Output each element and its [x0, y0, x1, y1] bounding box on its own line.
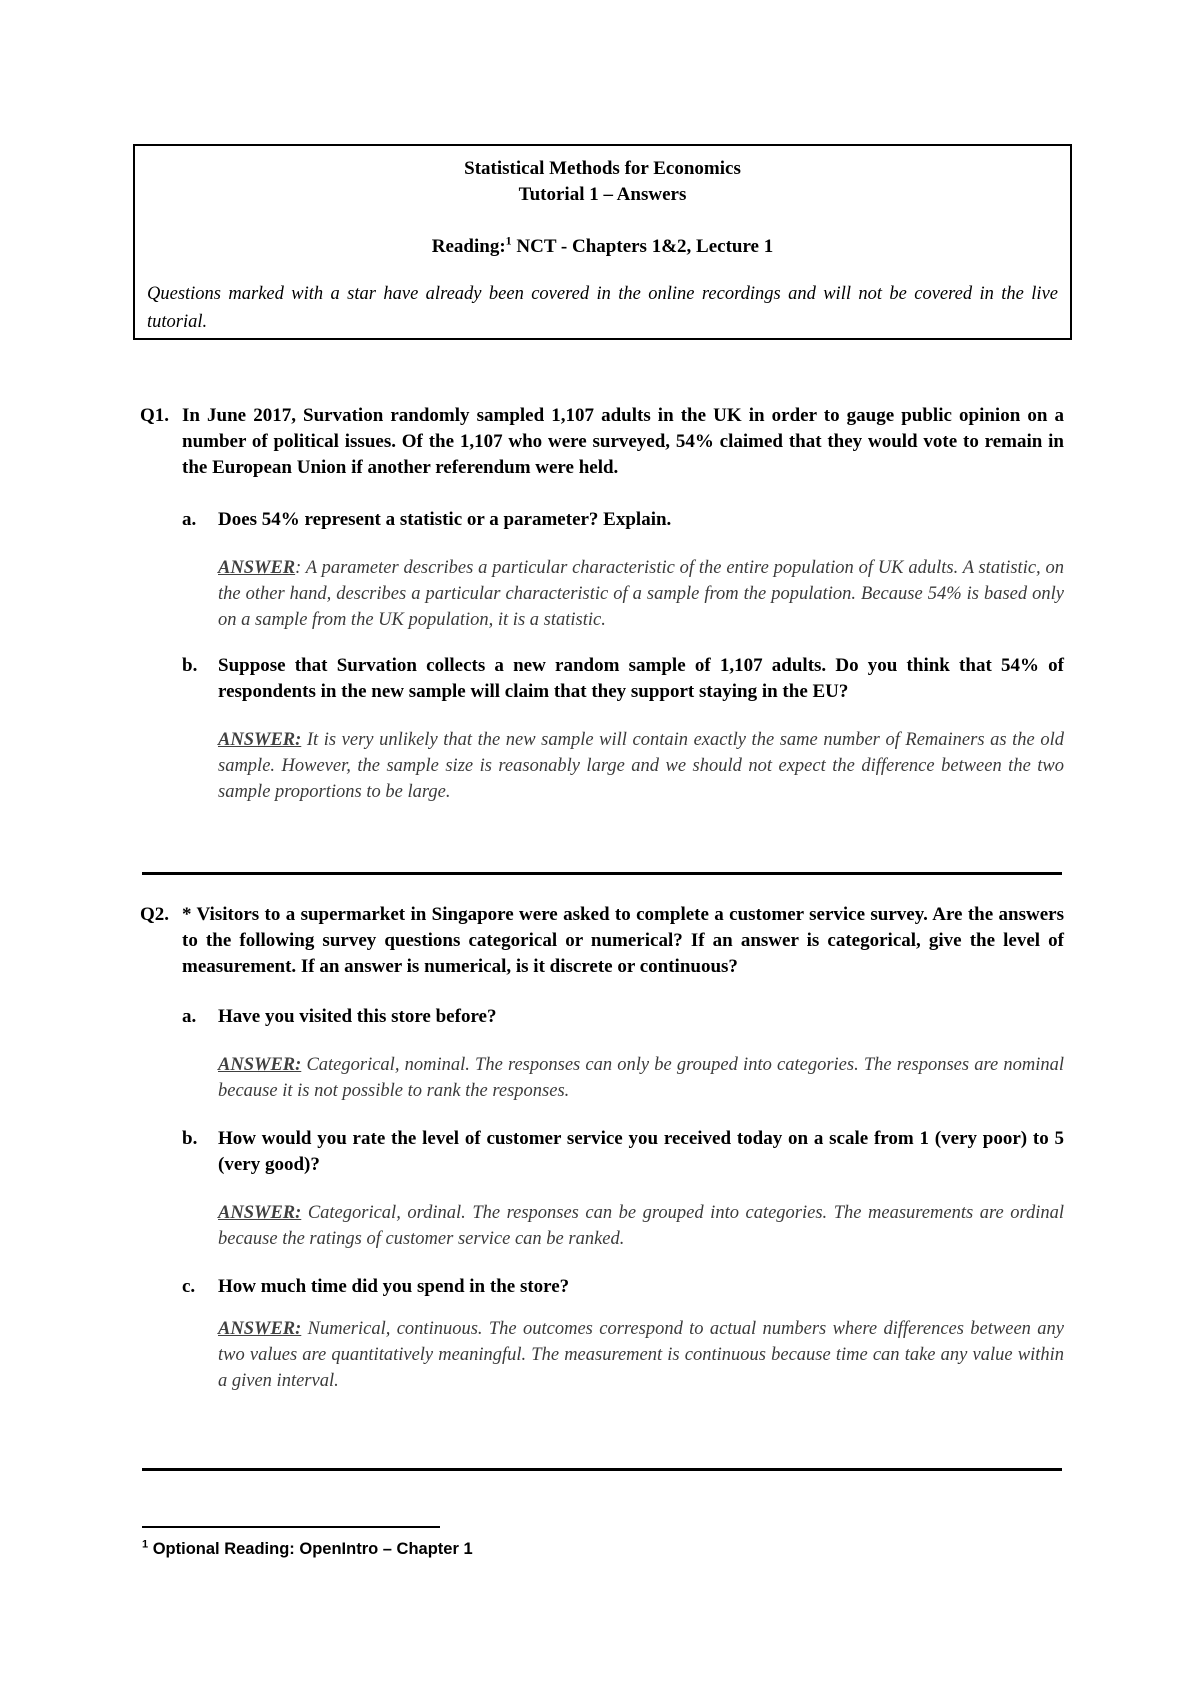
- section-divider: [142, 872, 1062, 875]
- question-2: [140, 902, 1064, 1394]
- answer-label: ANSWER:: [218, 1319, 302, 1339]
- answer-1b: [218, 727, 1064, 805]
- question-number: Q2.: [140, 904, 170, 925]
- answer-text: Categorical, ordinal. The responses can be grouped into categories. The measurements are ordinal because the ratings of customer service can be ranked.: [218, 1203, 1064, 1249]
- sub-question-text: How would you rate the level of customer service you received today on a scale from 1 (very poor) to 5 (very good)?: [218, 1128, 1064, 1175]
- sub-letter: a.: [182, 1006, 197, 1027]
- footnote-mark: 1: [142, 1538, 149, 1551]
- answer-text: It is very unlikely that the new sample will contain exactly the same number of Remainers as the old sample. However, the sample size is reasonably large and we should not expect the difference between the two sample proportions to be large.: [218, 730, 1064, 802]
- sub-letter: b.: [182, 655, 198, 676]
- question-2b: [182, 1126, 1064, 1178]
- sub-letter: c.: [182, 1276, 196, 1297]
- answer-label: ANSWER:: [218, 730, 302, 750]
- reading-footnote-mark[interactable]: 1: [505, 233, 512, 248]
- reading-label: Reading:: [431, 236, 506, 257]
- sub-question-text: How much time did you spend in the store?: [218, 1276, 570, 1297]
- answer-1a: [218, 555, 1064, 633]
- footnote-separator: [142, 1526, 440, 1528]
- footnote-text: Optional Reading: OpenIntro – Chapter 1: [148, 1540, 473, 1558]
- question-number: Q1.: [140, 405, 170, 426]
- question-1: [140, 403, 1064, 805]
- reading-line: [147, 234, 1058, 260]
- answer-text: : A parameter describes a particular characteristic of the entire population of UK adults. A statistic, on the other hand, describes a particular characteristic of a sample from the population. Because 54% is based only on a sample from the UK population, it is a statistic.: [218, 558, 1064, 630]
- answer-2b: [218, 1200, 1064, 1252]
- question-text: * Visitors to a supermarket in Singapore were asked to complete a customer service survey. Are the answers to the following survey questions categorical or numerical? If an answer is categorical, give the level of measurement. If an answer is numerical, is it discrete or continuous?: [182, 904, 1064, 977]
- answer-2a: [218, 1052, 1064, 1104]
- question-1a: [182, 507, 1064, 533]
- title-box: [133, 144, 1072, 340]
- footnote: [142, 1540, 473, 1559]
- answer-label: ANSWER:: [218, 1055, 302, 1075]
- section-divider: [142, 1468, 1062, 1471]
- sub-question-text: Does 54% represent a statistic or a parameter? Explain.: [218, 509, 672, 530]
- answer-label: ANSWER: [218, 558, 296, 578]
- answer-text: Numerical, continuous. The outcomes correspond to actual numbers where differences between any two values are quantitatively meaningful. The measurement is continuous because time can take any value within a given interval.: [218, 1319, 1064, 1391]
- question-2c: [182, 1274, 1064, 1300]
- star-note: Questions marked with a star have already been covered in the online recordings and will not be covered in the live tutorial.: [147, 284, 1058, 332]
- reading-text: NCT - Chapters 1&2, Lecture 1: [511, 236, 774, 257]
- question-2-stem: [140, 902, 1064, 980]
- sub-question-text: Have you visited this store before?: [218, 1006, 497, 1027]
- answer-2c: [218, 1316, 1064, 1394]
- question-1-stem: [140, 403, 1064, 481]
- question-1b: [182, 653, 1064, 705]
- sub-letter: b.: [182, 1128, 198, 1149]
- question-2a: [182, 1004, 1064, 1030]
- sub-letter: a.: [182, 509, 197, 530]
- answer-label: ANSWER:: [218, 1203, 302, 1223]
- tutorial-title: Tutorial 1 – Answers: [518, 184, 687, 205]
- answer-text: Categorical, nominal. The responses can only be grouped into categories. The responses are nominal because it is not possible to rank the responses.: [218, 1055, 1064, 1101]
- question-text: In June 2017, Survation randomly sampled 1,107 adults in the UK in order to gauge public opinion on a number of political issues. Of the 1,107 who were surveyed, 54% claimed that they would vote to remain in the European Union if another referendum were held.: [182, 405, 1064, 478]
- sub-question-text: Suppose that Survation collects a new random sample of 1,107 adults. Do you think that 54% of respondents in the new sample will claim that they support staying in the EU?: [218, 655, 1064, 702]
- course-title: Statistical Methods for Economics: [464, 158, 741, 179]
